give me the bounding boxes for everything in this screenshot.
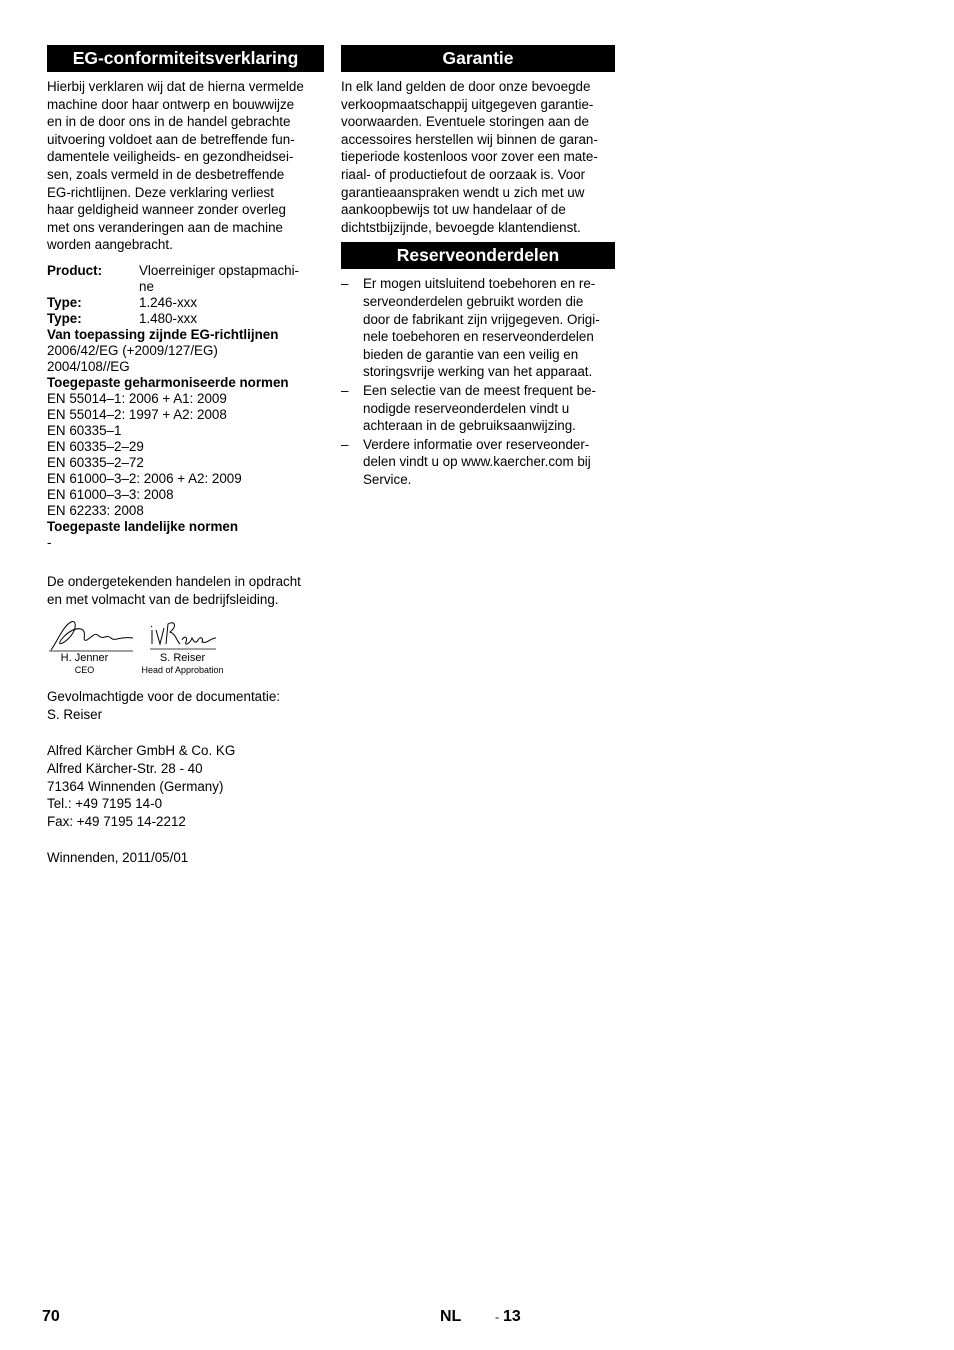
section-page xyxy=(495,1308,521,1327)
signers-statement: De ondergetekenden handelen in opdracht en met volmacht van de bedrijfsleiding. xyxy=(47,573,301,607)
company-address: Alfred Kärcher GmbH & Co. KG Alfred Kärcher-Str. 28 - 40 71364 Winnenden (Germany) Tel.: +49 7195 14-0 Fax: +49 7195 14-2212 xyxy=(47,743,236,829)
list-item-text: Verdere informatie over reserveonder- delen vindt u op www.kaercher.com bij Service. xyxy=(363,436,591,487)
conformity-column xyxy=(47,45,324,867)
page-number: 70 xyxy=(42,1308,60,1325)
spec-value: 1.480-xxx xyxy=(139,310,198,326)
dash-bullet: – xyxy=(341,276,349,292)
list-item-text: Er mogen uitsluitend toebehoren en re- serveonderdelen gebruikt worden die door de fabrikant zijn vrijgegeven. Origi- nele toebehoren en reserveonderdelen bieden de garantie van een veilig en storingsvrije werking van het apparaat. xyxy=(363,276,600,380)
list-item xyxy=(341,275,615,381)
spec-value: Vloerreiniger opstapmachi- ne xyxy=(139,262,300,294)
list-item xyxy=(341,436,615,489)
conformity-heading: EG-conformiteitsverklaring xyxy=(47,45,324,72)
national-heading: Toegepaste landelijke normen xyxy=(47,518,238,534)
authorised-representative: Gevolmachtigde voor de documentatie: S. Reiser xyxy=(47,689,280,722)
language-code: NL xyxy=(440,1308,462,1325)
national-list: - xyxy=(47,534,52,550)
spec-key: Type: xyxy=(47,310,82,326)
signature-jenner xyxy=(47,616,122,676)
signatures xyxy=(47,616,324,676)
conformity-intro: Hierbij verklaren wij dat de hierna vermelde machine door haar ontwerp en bouwwijze en in de door ons in de handel gebrachte uitvoering voldoet aan de betreffende fun- damentele veiligheids- en gezondheidsei- sen, zoals vermeld in de desbetreffende EG-richtlijnen. Deze verklaring verliest haar geldigheid wanneer zonder overleg met ons veranderingen aan de machine worden aangebracht. xyxy=(47,79,304,253)
spares-heading: Reserveonderdelen xyxy=(341,242,615,269)
harmonised-heading: Toegepaste geharmoniseerde normen xyxy=(47,374,289,390)
directives-list: 2006/42/EG (+2009/127/EG) 2004/108//EG xyxy=(47,342,218,374)
signature-reiser xyxy=(135,616,230,676)
spec-row-product xyxy=(47,263,324,295)
spec-value: 1.246-xxx xyxy=(139,294,198,310)
list-item-text: Een selectie van de meest frequent be- nodigde reserveonderdelen vindt u achteraan in de gebruiksaanwijzing. xyxy=(363,382,596,434)
dash-bullet: – xyxy=(341,382,349,398)
harmonised-list: EN 55014–1: 2006 + A1: 2009 EN 55014–2: 1997 + A2: 2008 EN 60335–1 EN 60335–2–29 EN 60335–2–72 EN 61000–3–2: 2006 + A2: 2009 EN 61000–3–3: 2008 EN 62233: 2008 xyxy=(47,390,242,518)
spares-list xyxy=(341,275,615,488)
directives-heading: Van toepassing zijnde EG-richtlijnen xyxy=(47,326,279,342)
page-dash: - xyxy=(495,1310,499,1324)
section-page-number: 13 xyxy=(503,1308,521,1325)
spec-key: Product: xyxy=(47,262,103,278)
warranty-text: In elk land gelden de door onze bevoegde verkoopmaatschappij uitgegeven garantie- voorwaarden. Eventuele storingen aan de accessoires herstellen wij binnen de garan- tieperiode kostenloos voor zover een mate- riaal- of productiefout de oorzaak is. Voor garantieaanspraken wendt u zich met uw aankoopbewijs tot uw handelaar of de dichtstbijzijnde, bevoegde klantendienst. xyxy=(341,79,598,235)
list-item xyxy=(341,382,615,435)
signer-title: CEO xyxy=(74,665,95,676)
dash-bullet: – xyxy=(341,436,349,452)
signature-jenner-image xyxy=(47,616,135,652)
signer-title: Head of Approbation xyxy=(141,665,224,676)
signature-reiser-image xyxy=(148,616,218,652)
signer-name: S. Reiser xyxy=(159,652,206,665)
warranty-column xyxy=(341,45,615,489)
product-specs xyxy=(47,263,324,551)
spec-key: Type: xyxy=(47,294,82,310)
spec-row-type-1 xyxy=(47,295,324,311)
place-date: Winnenden, 2011/05/01 xyxy=(47,850,189,866)
warranty-heading: Garantie xyxy=(341,45,615,72)
signer-name: H. Jenner xyxy=(60,652,109,665)
spec-row-type-2 xyxy=(47,311,324,327)
